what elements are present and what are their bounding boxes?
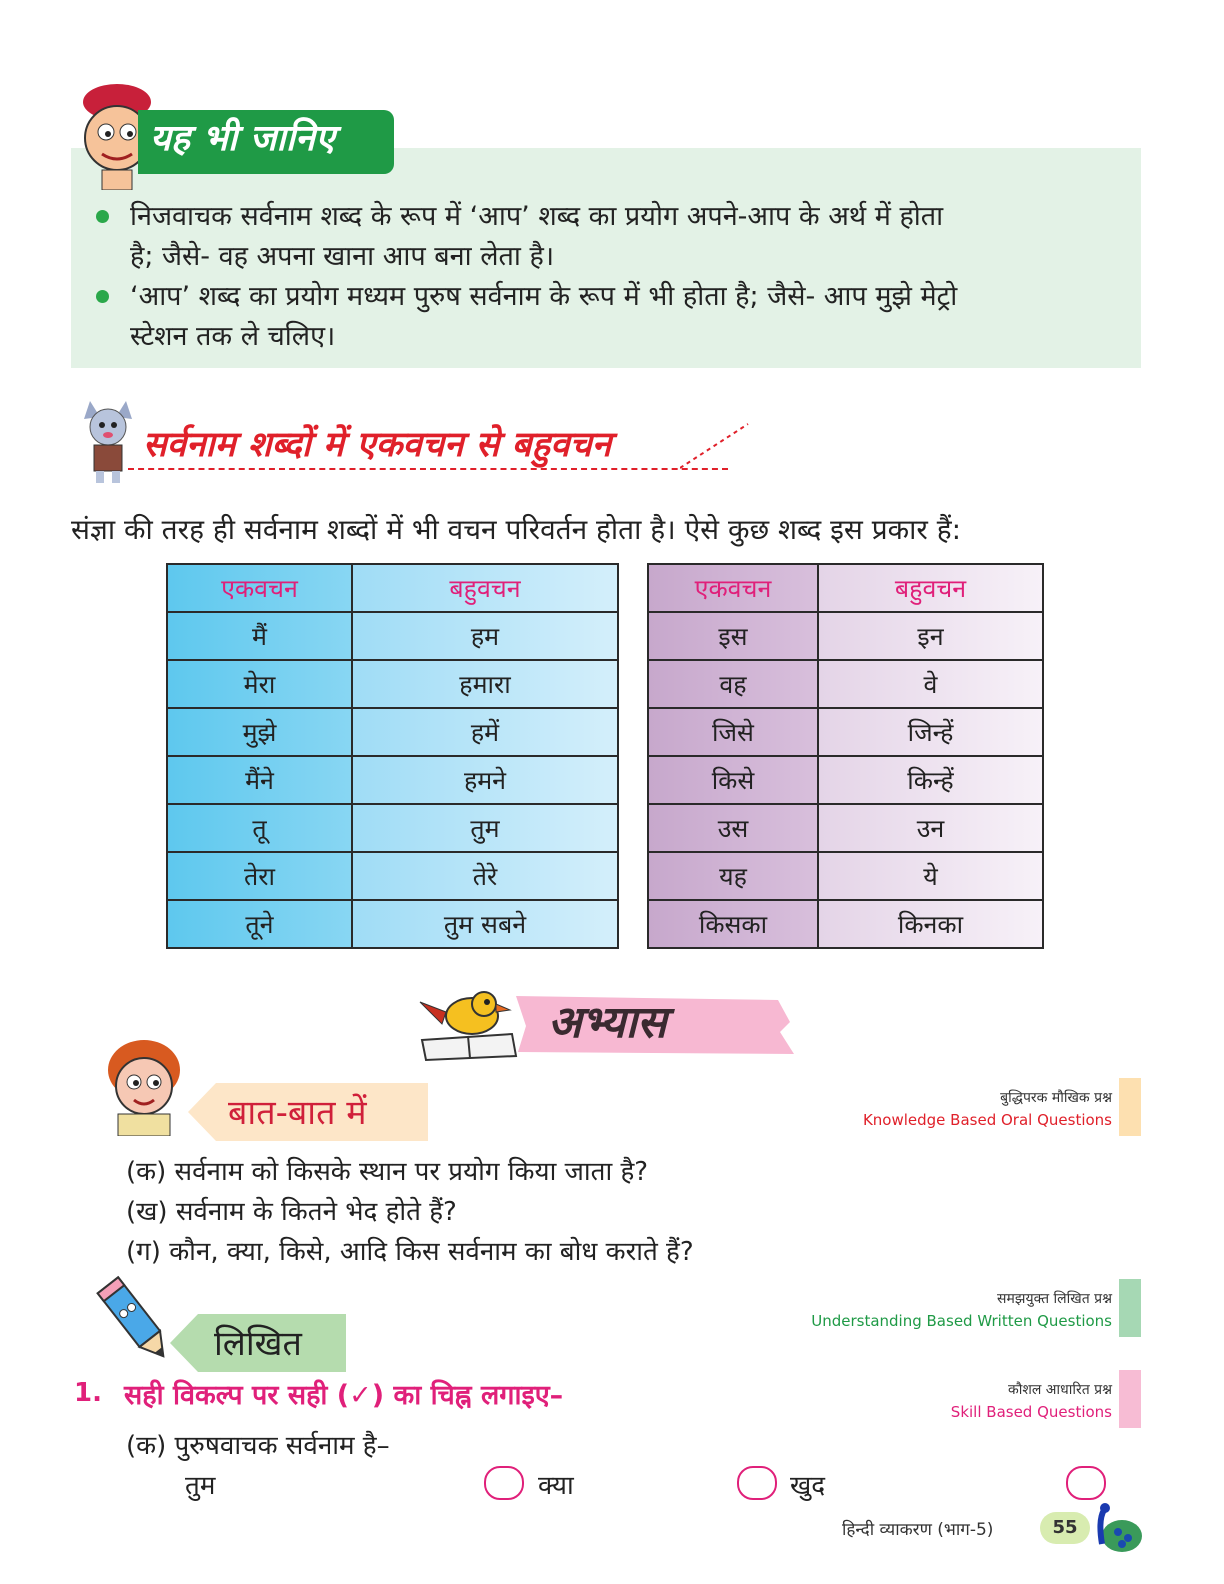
- table-row: [648, 708, 1043, 756]
- table-cell: हमने: [352, 756, 618, 804]
- table-row: [167, 756, 618, 804]
- table-cell: किनका: [818, 900, 1043, 948]
- table-cell: किसे: [648, 756, 818, 804]
- table-cell: वे: [818, 660, 1043, 708]
- table-cell: तेरा: [167, 852, 352, 900]
- section-heading: सर्वनाम शब्दों में एकवचन से बहुवचन: [143, 425, 612, 465]
- table-row: [648, 756, 1043, 804]
- info-bullet-1-line-1: निजवाचक सर्वनाम शब्द के रूप में ‘आप’ शब्द का प्रयोग अपने-आप के अर्थ में होता: [130, 201, 944, 232]
- table-cell: जिन्हें: [818, 708, 1043, 756]
- table-row: [167, 660, 618, 708]
- table-cell: तुम: [352, 804, 618, 852]
- table-row: [167, 612, 618, 660]
- written-type-bar: [1119, 1279, 1141, 1337]
- info-bullet-2-line-2: स्टेशन तक ले चलिए।: [130, 321, 336, 352]
- skill-type-label-hindi: कौशल आधारित प्रश्न: [1007, 1382, 1112, 1398]
- table-row: [167, 804, 618, 852]
- table-cell: इस: [648, 612, 818, 660]
- info-title: यह भी जानिए: [150, 118, 335, 159]
- table-row: [648, 900, 1043, 948]
- question-part-a: (क) पुरुषवाचक सर्वनाम है–: [126, 1431, 390, 1461]
- table-cell: उन: [818, 804, 1043, 852]
- section-underline: [128, 468, 728, 470]
- table-cell: हमारा: [352, 660, 618, 708]
- table-cell: इन: [818, 612, 1043, 660]
- skill-type-label-english: Skill Based Questions: [950, 1403, 1112, 1421]
- pencil-cartoon-icon: [94, 1272, 176, 1368]
- cat-cartoon-icon: [78, 393, 138, 485]
- table-row: [648, 660, 1043, 708]
- section-underline-tail: [680, 422, 750, 470]
- info-bullet-2-line-1: ‘आप’ शब्द का प्रयोग मध्यम पुरुष सर्वनाम के रूप में भी होता है; जैसे- आप मुझे मेट्रो: [130, 281, 958, 312]
- table-row: [648, 804, 1043, 852]
- table-cell: तेरे: [352, 852, 618, 900]
- written-type-label-english: Understanding Based Written Questions: [811, 1312, 1112, 1330]
- skill-type-bar: [1119, 1370, 1141, 1428]
- option-checkbox-2[interactable]: [737, 1466, 777, 1500]
- singular-plural-table-right: [647, 563, 1044, 949]
- table-row: [648, 612, 1043, 660]
- table-cell: किसका: [648, 900, 818, 948]
- table-cell: यह: [648, 852, 818, 900]
- bird-writing-icon: [412, 988, 522, 1062]
- question-number: 1.: [74, 1378, 102, 1408]
- table-row: [167, 708, 618, 756]
- oral-type-label-english: Knowledge Based Oral Questions: [862, 1111, 1112, 1129]
- oral-type-label-hindi: बुद्धिपरक मौखिक प्रश्न: [1000, 1090, 1112, 1106]
- baat-baat-label: बात-बात में: [228, 1093, 367, 1133]
- table-cell: वह: [648, 660, 818, 708]
- table-cell: तूने: [167, 900, 352, 948]
- table-cell: जिसे: [648, 708, 818, 756]
- page-number: 55: [1052, 1517, 1078, 1538]
- abhyas-title: अभ्यास: [548, 997, 667, 1048]
- bullet-dot: [96, 290, 109, 303]
- table-cell: हमें: [352, 708, 618, 756]
- footer-book-title: हिन्दी व्याकरण (भाग-5): [842, 1520, 994, 1540]
- intro-text: संज्ञा की तरह ही सर्वनाम शब्दों में भी वचन परिवर्तन होता है। ऐसे कुछ शब्द इस प्रकार हैं:: [71, 513, 962, 546]
- table-cell: तू: [167, 804, 352, 852]
- likhit-label: लिखित: [214, 1324, 302, 1364]
- oral-question-3: (ग) कौन, क्या, किसे, आदि किस सर्वनाम का बोध कराते हैं?: [126, 1237, 694, 1267]
- oral-question-1: (क) सर्वनाम को किसके स्थान पर प्रयोग किया जाता है?: [126, 1157, 649, 1187]
- table-cell: मेरा: [167, 660, 352, 708]
- info-bullet-1-line-2: है; जैसे- वह अपना खाना आप बना लेता है।: [130, 241, 555, 272]
- option-checkbox-1[interactable]: [484, 1466, 524, 1500]
- oral-question-2: (ख) सर्वनाम के कितने भेद होते हैं?: [126, 1197, 457, 1227]
- table-header-singular: एकवचन: [167, 564, 352, 612]
- red-hair-boy-icon: [96, 1036, 192, 1136]
- table-row: [167, 852, 618, 900]
- question-instruction: सही विकल्प पर सही (✓) का चिह्न लगाइए–: [124, 1380, 564, 1411]
- table-cell: ये: [818, 852, 1043, 900]
- table-cell: किन्हें: [818, 756, 1043, 804]
- option-checkbox-3[interactable]: [1066, 1466, 1106, 1500]
- option-label-2: क्या: [538, 1471, 574, 1501]
- table-cell: मुझे: [167, 708, 352, 756]
- option-label-1: तुम: [185, 1471, 216, 1501]
- singular-plural-table-left: [166, 563, 619, 949]
- table-cell: हम: [352, 612, 618, 660]
- table-cell: मैंने: [167, 756, 352, 804]
- peacock-icon: [1088, 1500, 1144, 1560]
- oral-type-bar: [1119, 1078, 1141, 1136]
- written-type-label-hindi: समझयुक्त लिखित प्रश्न: [997, 1291, 1112, 1307]
- bullet-dot: [96, 210, 109, 223]
- table-header-singular: एकवचन: [648, 564, 818, 612]
- table-header-plural: बहुवचन: [352, 564, 618, 612]
- table-cell: तुम सबने: [352, 900, 618, 948]
- table-row: [648, 852, 1043, 900]
- table-header-plural: बहुवचन: [818, 564, 1043, 612]
- table-row: [167, 900, 618, 948]
- option-label-3: खुद: [790, 1471, 826, 1501]
- table-cell: मैं: [167, 612, 352, 660]
- table-cell: उस: [648, 804, 818, 852]
